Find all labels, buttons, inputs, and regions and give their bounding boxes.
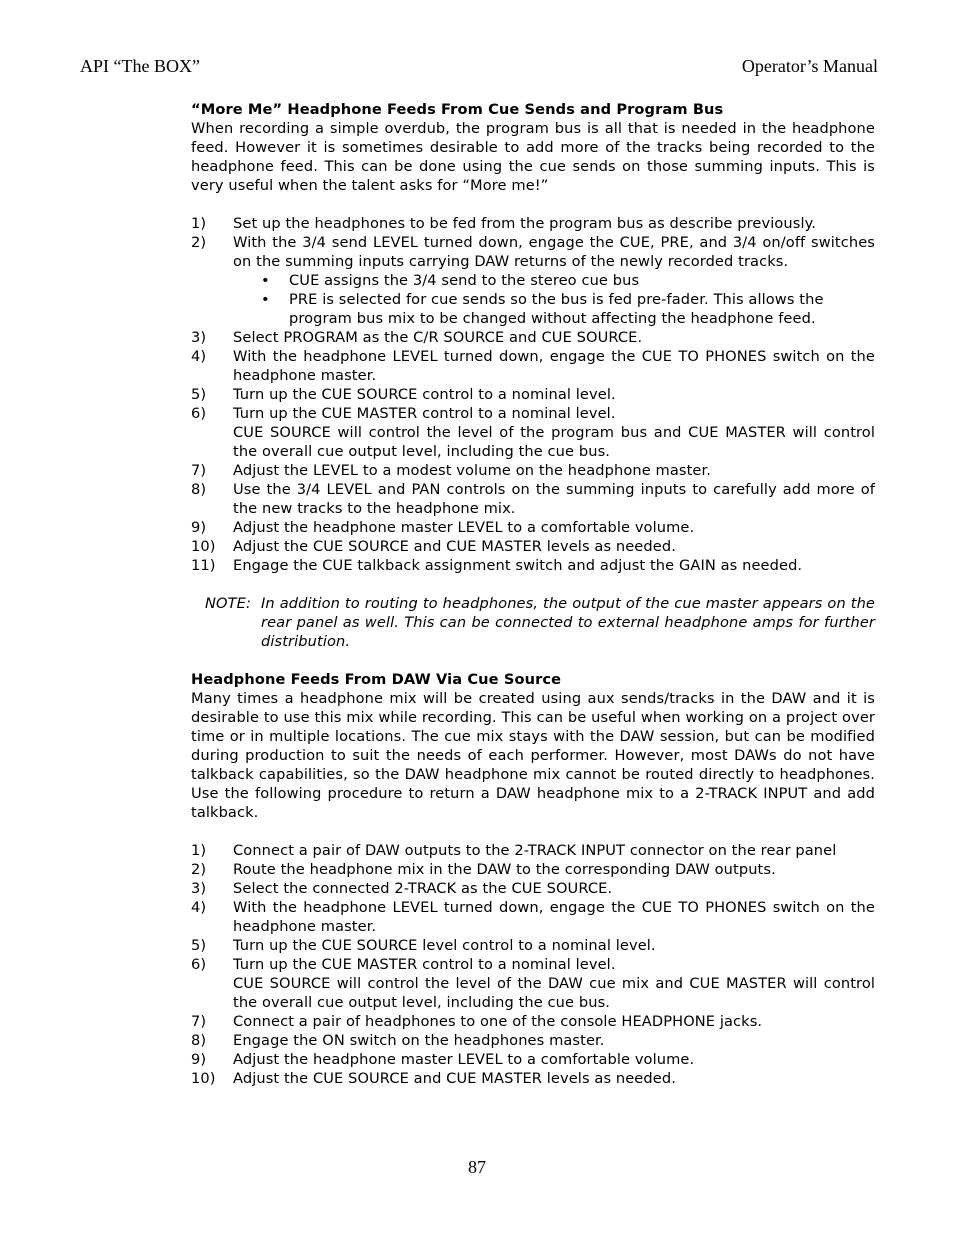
header-title: API “The BOX” xyxy=(80,56,200,76)
note-label: NOTE: xyxy=(205,595,251,612)
section-heading-more-me: “More Me” Headphone Feeds From Cue Sends and Program Bus xyxy=(191,101,724,118)
section-intro-more-me: When recording a simple overdub, the program bus is all that is needed in the headphone feed. However it is sometimes desirable to add more of the tracks being recorded to the headphone feed. This can be done using the cue sends on those summing inputs. This is very useful when the talent asks for “More me!” xyxy=(191,120,875,194)
note-block xyxy=(191,594,875,651)
bullet-list xyxy=(191,271,875,328)
bullet-icon: • xyxy=(261,291,270,308)
list-item: 1) Set up the headphones to be fed from the program bus as describe previously. xyxy=(191,215,816,232)
list-item: 6) Turn up the CUE MASTER control to a nominal level. CUE SOURCE will control the level of the DAW cue mix and CUE MASTER will control the overall cue output level, including the cue bus. xyxy=(191,956,875,1011)
section-heading-daw-cue: Headphone Feeds From DAW Via Cue Source xyxy=(191,671,562,688)
list-item: 8) Use the 3/4 LEVEL and PAN controls on the summing inputs to carefully add more of the new tracks to the headphone mix. xyxy=(191,481,875,517)
list-item: 10) Adjust the CUE SOURCE and CUE MASTER levels as needed. xyxy=(191,1070,676,1087)
list-item: 2) With the 3/4 send LEVEL turned down, engage the CUE, PRE, and 3/4 on/off switches on the summing inputs carrying DAW returns of the newly recorded tracks. xyxy=(191,234,875,270)
list-item: 5) Turn up the CUE SOURCE control to a nominal level. xyxy=(191,386,616,403)
steps-list-more-me-cont xyxy=(191,328,875,575)
list-item: 11) Engage the CUE talkback assignment switch and adjust the GAIN as needed. xyxy=(191,557,803,574)
list-item: 10) Adjust the CUE SOURCE and CUE MASTER levels as needed. xyxy=(191,538,676,555)
header-manual-name: Operator’s Manual xyxy=(741,56,878,76)
bullet-icon: • xyxy=(261,272,270,289)
page-number: 87 xyxy=(468,1157,486,1177)
list-item: 4) With the headphone LEVEL turned down, engage the CUE TO PHONES switch on the headphone master. xyxy=(191,348,875,384)
section-intro-daw-cue: Many times a headphone mix will be created using aux sends/tracks in the DAW and it is desirable to use this mix while recording. This can be useful when working on a project over time or in multiple locations. The cue mix stays with the DAW session, but can be modified during production to suit the needs of each performer. However, most DAWs do not have talkback capabilities, so the DAW headphone mix cannot be routed directly to headphones. Use the following procedure to return a DAW headphone mix to a 2-TRACK INPUT and add talkback. xyxy=(191,690,875,821)
note-text: In addition to routing to headphones, the output of the cue master appears on the rear panel as well. This can be connected to external headphone amps for further distribution. xyxy=(261,595,875,650)
list-item: 8) Engage the ON switch on the headphones master. xyxy=(191,1032,605,1049)
list-item: 2) Route the headphone mix in the DAW to the corresponding DAW outputs. xyxy=(191,861,776,878)
list-item: 5) Turn up the CUE SOURCE level control to a nominal level. xyxy=(191,937,656,954)
steps-list-more-me xyxy=(191,214,875,271)
list-item: 7) Connect a pair of headphones to one of the console HEADPHONE jacks. xyxy=(191,1013,763,1030)
list-item: 6) Turn up the CUE MASTER control to a nominal level. CUE SOURCE will control the level of the program bus and CUE MASTER will control the overall cue output level, including the cue bus. xyxy=(191,405,875,460)
list-item: 1) Connect a pair of DAW outputs to the 2-TRACK INPUT connector on the rear panel xyxy=(191,842,837,859)
list-item: 4) With the headphone LEVEL turned down, engage the CUE TO PHONES switch on the headphone master. xyxy=(191,899,875,935)
list-item: 3) Select PROGRAM as the C/R SOURCE and CUE SOURCE. xyxy=(191,329,643,346)
list-item: 9) Adjust the headphone master LEVEL to a comfortable volume. xyxy=(191,1051,695,1068)
steps-list-daw-cue xyxy=(191,841,875,1088)
page-content xyxy=(191,100,875,1088)
bullet-item: • CUE assigns the 3/4 send to the stereo cue bus xyxy=(261,272,640,289)
list-item: 9) Adjust the headphone master LEVEL to a comfortable volume. xyxy=(191,519,695,536)
list-item: 7) Adjust the LEVEL to a modest volume on the headphone master. xyxy=(191,462,712,479)
list-item: 3) Select the connected 2-TRACK as the CUE SOURCE. xyxy=(191,880,613,897)
bullet-item: • PRE is selected for cue sends so the bus is fed pre-fader. This allows the program bus mix to be changed without affecting the headphone feed. xyxy=(261,291,824,327)
